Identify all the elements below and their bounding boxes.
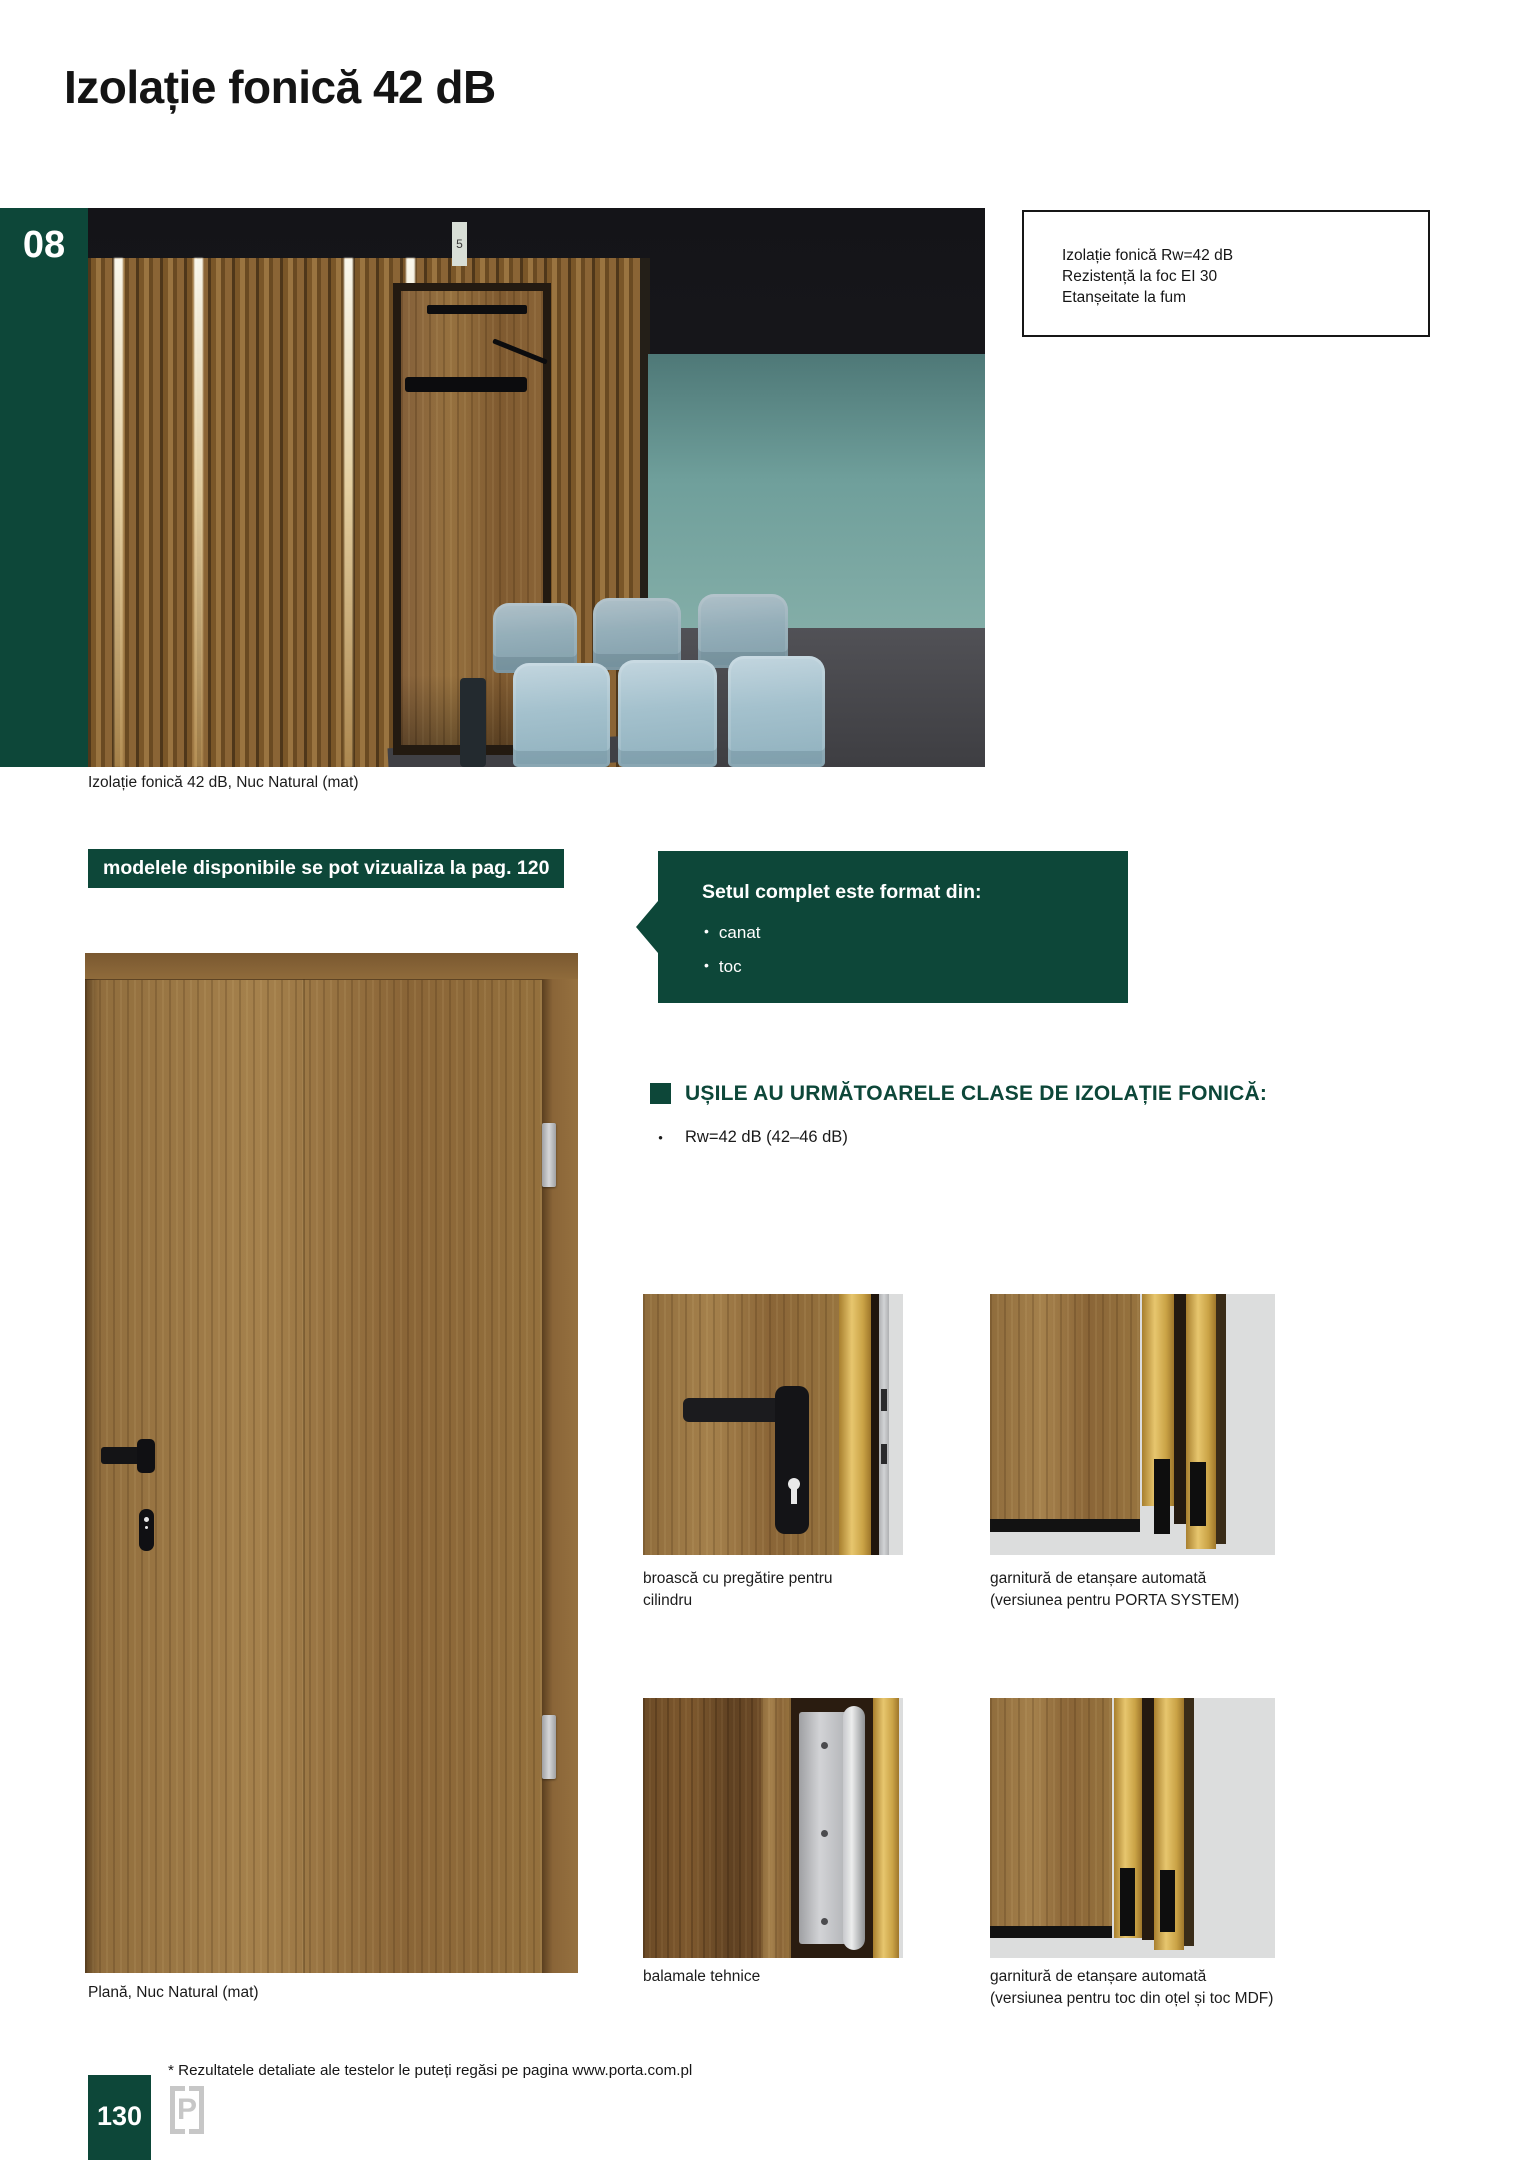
drop-seal	[990, 1519, 1140, 1532]
caption-line: (versiunea pentru toc din oțel și toc MDF)	[990, 1989, 1274, 2007]
frame-gold	[873, 1698, 899, 1958]
lever-handle	[683, 1398, 785, 1422]
seal-strip	[1154, 1459, 1170, 1534]
door-caption: Plană, Nuc Natural (mat)	[88, 1984, 259, 2001]
cylinder-escutcheon	[139, 1509, 154, 1551]
handle-backplate	[775, 1386, 809, 1534]
door-closer	[427, 305, 527, 314]
door-leaf-wood	[643, 1294, 839, 1555]
set-contents-box	[658, 851, 1128, 1003]
detail-image-seal-porta-system	[990, 1294, 1275, 1555]
detail-image-hinges	[643, 1698, 903, 1958]
handle-rosette	[137, 1439, 155, 1473]
classes-item	[650, 1128, 848, 1148]
seal-strip	[1120, 1868, 1135, 1936]
lock-faceplate	[879, 1294, 889, 1555]
cinema-seat	[513, 663, 610, 767]
hinge-knuckle	[843, 1706, 865, 1950]
classes-heading	[650, 1082, 1267, 1106]
room-sign: 5	[452, 222, 467, 266]
porta-logo	[170, 2086, 204, 2134]
classes-heading-text: UȘILE AU URMĂTOARELE CLASE DE IZOLAȚIE FONICĂ:	[685, 1082, 1268, 1105]
light-strip	[344, 258, 353, 767]
detail-image-seal-steel-mdf	[990, 1698, 1275, 1958]
seal-strip	[1160, 1870, 1175, 1932]
light-strip	[114, 258, 123, 767]
set-item: • canat	[704, 923, 761, 943]
caption-line: garnitură de etanșare automată	[990, 1968, 1207, 1985]
door-product-image	[85, 953, 578, 1973]
cinema-seat	[728, 656, 825, 767]
section-number-tab	[0, 208, 88, 767]
door-seam	[303, 979, 305, 1973]
caption-line: balamale tehnice	[643, 1968, 761, 1985]
section-number: 08	[22, 224, 66, 266]
light-strip	[194, 258, 203, 767]
latch-slot	[881, 1389, 887, 1411]
spec-line: Izolație fonică Rw=42 dB	[1062, 247, 1234, 264]
door-frame-top	[85, 953, 578, 980]
seat-armrest	[460, 678, 486, 767]
frame-shadow	[1184, 1698, 1194, 1946]
door-leaf-wood	[643, 1698, 761, 1958]
caption-line: garnitură de etanșare automată	[990, 1570, 1207, 1587]
hinge-screws	[821, 1742, 828, 1749]
logo-letter: P	[177, 2093, 198, 2126]
detail-image-lock	[643, 1294, 903, 1555]
spec-line: Rezistență la foc EI 30	[1062, 268, 1218, 285]
hero-caption: Izolație fonică 42 dB, Nuc Natural (mat)	[88, 774, 359, 791]
detail-caption	[643, 1966, 760, 1988]
green-square-icon	[650, 1083, 671, 1104]
cinema-seat	[618, 660, 717, 767]
drop-seal	[990, 1926, 1112, 1938]
bullet-icon: •	[658, 1130, 663, 1145]
page-number-box	[88, 2075, 151, 2160]
page-number: 130	[96, 2101, 143, 2131]
door-leaf-wood	[990, 1294, 1140, 1519]
caption-line: cilindru	[643, 1591, 693, 1609]
panic-bar-arm	[492, 338, 548, 364]
rebate-gap	[1142, 1698, 1154, 1940]
door-leaf-wood	[990, 1698, 1112, 1926]
classes-item-text: Rw=42 dB (42–46 dB)	[685, 1128, 848, 1146]
bolt-slot	[881, 1444, 887, 1464]
rebate-gap	[1174, 1294, 1186, 1524]
page-title: Izolație fonică 42 dB	[64, 61, 496, 113]
door-edge-gold	[839, 1294, 871, 1555]
spec-line: Etanșeitate la fum	[1062, 289, 1187, 306]
set-item: • toc	[704, 957, 742, 977]
caption-line: broască cu pregătire pentru	[643, 1570, 833, 1587]
hero-photo	[88, 208, 985, 767]
keyhole-slot	[791, 1488, 797, 1504]
door-edge-wood	[761, 1698, 791, 1958]
panic-bar	[405, 377, 527, 392]
seal-strip	[1190, 1462, 1206, 1526]
teal-wall	[648, 354, 985, 634]
hinge-icon	[542, 1123, 556, 1187]
detail-caption	[990, 1966, 1273, 2009]
rebate-gap	[871, 1294, 879, 1555]
pointer-notch	[636, 901, 658, 953]
footnote: * Rezultatele detaliate ale testelor le puteți regăsi pe pagina www.porta.com.pl	[168, 2062, 693, 2079]
detail-caption	[643, 1568, 833, 1611]
set-box-title: Setul complet este format din:	[702, 881, 982, 903]
caption-line: (versiunea pentru PORTA SYSTEM)	[990, 1591, 1240, 1609]
spec-info-box	[1022, 210, 1430, 337]
door-edge-shadow	[85, 979, 99, 1973]
models-page-banner: modelele disponibile se pot vizualiza la pag. 120	[88, 849, 564, 888]
detail-caption	[990, 1568, 1239, 1611]
hinge-icon	[542, 1715, 556, 1779]
frame-shadow	[1216, 1294, 1226, 1544]
